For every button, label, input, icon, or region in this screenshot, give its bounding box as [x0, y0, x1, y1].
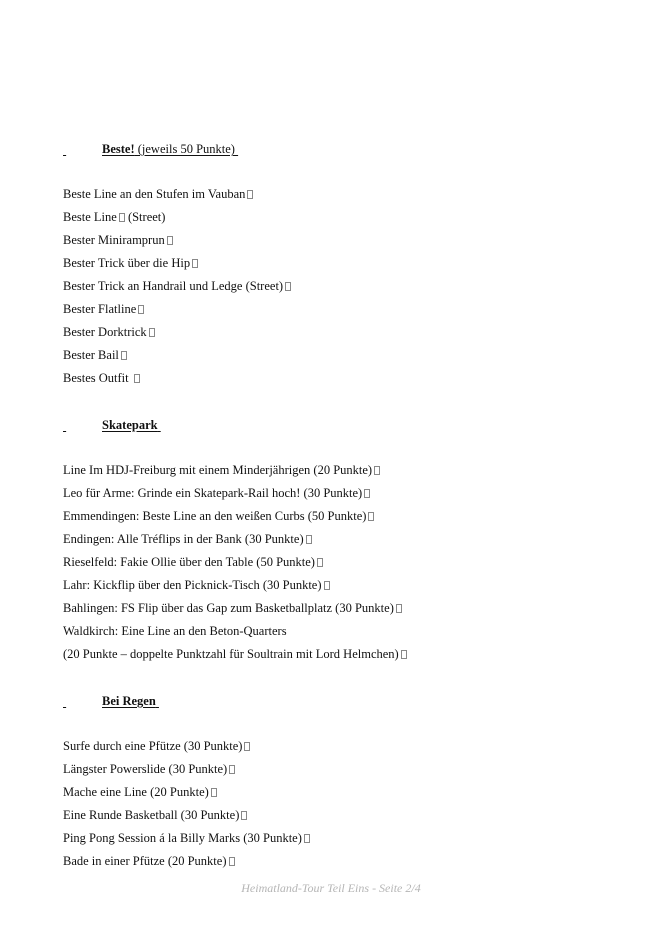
checkbox-glyph-icon [229, 857, 235, 866]
checkbox-glyph-icon [368, 512, 374, 521]
list-item [63, 620, 407, 643]
checkbox-glyph-icon [306, 535, 312, 544]
list-item [63, 850, 310, 873]
checklist [63, 459, 407, 666]
list-item [63, 804, 310, 827]
list-item [63, 505, 407, 528]
heading-indent [63, 141, 102, 157]
item-text: Bade in einer Pfütze (20 Punkte) [63, 854, 227, 868]
heading-rest [158, 418, 161, 432]
list-item [63, 482, 407, 505]
item-text: Endingen: Alle Tréflips in der Bank (30 Punkte) [63, 532, 304, 546]
checkbox-glyph-icon [247, 190, 253, 199]
heading-rest [156, 694, 159, 708]
heading-rest: (jeweils 50 Punkte) [134, 142, 239, 156]
list-item [63, 275, 291, 298]
checkbox-glyph-icon [241, 811, 247, 820]
item-text: Line Im HDJ-Freiburg mit einem Minderjährigen (20 Punkte) [63, 463, 373, 477]
checkbox-glyph-icon [167, 236, 173, 245]
list-item [63, 574, 407, 597]
list-item [63, 206, 291, 229]
heading-indent [63, 693, 102, 709]
item-text: Waldkirch: Eine Line an den Beton-Quarters [63, 624, 287, 638]
item-text: Bahlingen: FS Flip über das Gap zum Basketballplatz (30 Punkte) [63, 601, 394, 615]
item-text: Bester Trick an Handrail und Ledge (Street) [63, 279, 284, 293]
list-item [63, 643, 407, 666]
list-item [63, 183, 291, 206]
list-item [63, 551, 407, 574]
heading-indent [63, 417, 102, 433]
checklist [63, 735, 310, 873]
item-text: (20 Punkte – doppelte Punktzahl für Soultrain mit Lord Helmchen) [63, 647, 399, 661]
heading-bold: Beste! [102, 142, 135, 156]
item-text: Bester Bail [63, 348, 119, 362]
checkbox-glyph-icon [285, 282, 291, 291]
list-item [63, 229, 291, 252]
section-heading [63, 141, 643, 157]
checkbox-glyph-icon [134, 374, 140, 383]
checkbox-glyph-icon [396, 604, 402, 613]
list-item [63, 735, 310, 758]
list-item [63, 252, 291, 275]
page-footer: Heimatland-Tour Teil Eins - Seite 2/4 [241, 881, 421, 895]
list-item [63, 597, 407, 620]
item-text: Ping Pong Session á la Billy Marks (30 Punkte) [63, 831, 302, 845]
section-heading [63, 693, 643, 709]
list-item [63, 321, 291, 344]
checkbox-glyph-icon [374, 466, 380, 475]
checkbox-glyph-icon [229, 765, 235, 774]
heading-bold: Skatepark [102, 418, 158, 432]
checkbox-glyph-icon [121, 351, 127, 360]
checkbox-glyph-icon [211, 788, 217, 797]
list-item [63, 528, 407, 551]
item-text: Rieselfeld: Fakie Ollie über den Table (50 Punkte) [63, 555, 315, 569]
item-text: Surfe durch eine Pfütze (30 Punkte) [63, 739, 243, 753]
list-item [63, 758, 310, 781]
checkbox-glyph-icon [244, 742, 250, 751]
item-text: Beste Line [63, 210, 117, 224]
list-item [63, 298, 291, 321]
list-item [63, 459, 407, 482]
checkbox-glyph-icon [317, 558, 323, 567]
list-item [63, 344, 291, 367]
checkbox-glyph-icon [149, 328, 155, 337]
item-text: Beste Line an den Stufen im Vauban [63, 187, 246, 201]
list-item [63, 781, 310, 804]
item-text: Eine Runde Basketball (30 Punkte) [63, 808, 240, 822]
section-beste [63, 141, 643, 385]
item-text: Bester Trick über die Hip [63, 256, 191, 270]
item-text: Längster Powerslide (30 Punkte) [63, 762, 228, 776]
section-heading [63, 417, 643, 433]
checkbox-glyph-icon [304, 834, 310, 843]
checkbox-glyph-icon [138, 305, 144, 314]
item-text: Bestes Outfit [63, 371, 132, 385]
section-bei-regen [63, 693, 643, 868]
item-text: Mache eine Line (20 Punkte) [63, 785, 209, 799]
item-text: Bester Dorktrick [63, 325, 147, 339]
item-text: Emmendingen: Beste Line an den weißen Curbs (50 Punkte) [63, 509, 367, 523]
list-item [63, 827, 310, 850]
item-text: Lahr: Kickflip über den Picknick-Tisch (30 Punkte) [63, 578, 322, 592]
checkbox-glyph-icon [364, 489, 370, 498]
item-text: Leo für Arme: Grinde ein Skatepark-Rail hoch! (30 Punkte) [63, 486, 363, 500]
checkbox-glyph-icon [401, 650, 407, 659]
checklist [63, 183, 291, 390]
heading-bold: Bei Regen [102, 694, 156, 708]
item-text-suffix: (Street) [124, 210, 166, 224]
item-text: Bester Miniramprun [63, 233, 165, 247]
checkbox-glyph-icon [192, 259, 198, 268]
checkbox-glyph-icon [324, 581, 330, 590]
section-skatepark [63, 417, 643, 661]
list-item [63, 367, 291, 390]
item-text: Bester Flatline [63, 302, 137, 316]
